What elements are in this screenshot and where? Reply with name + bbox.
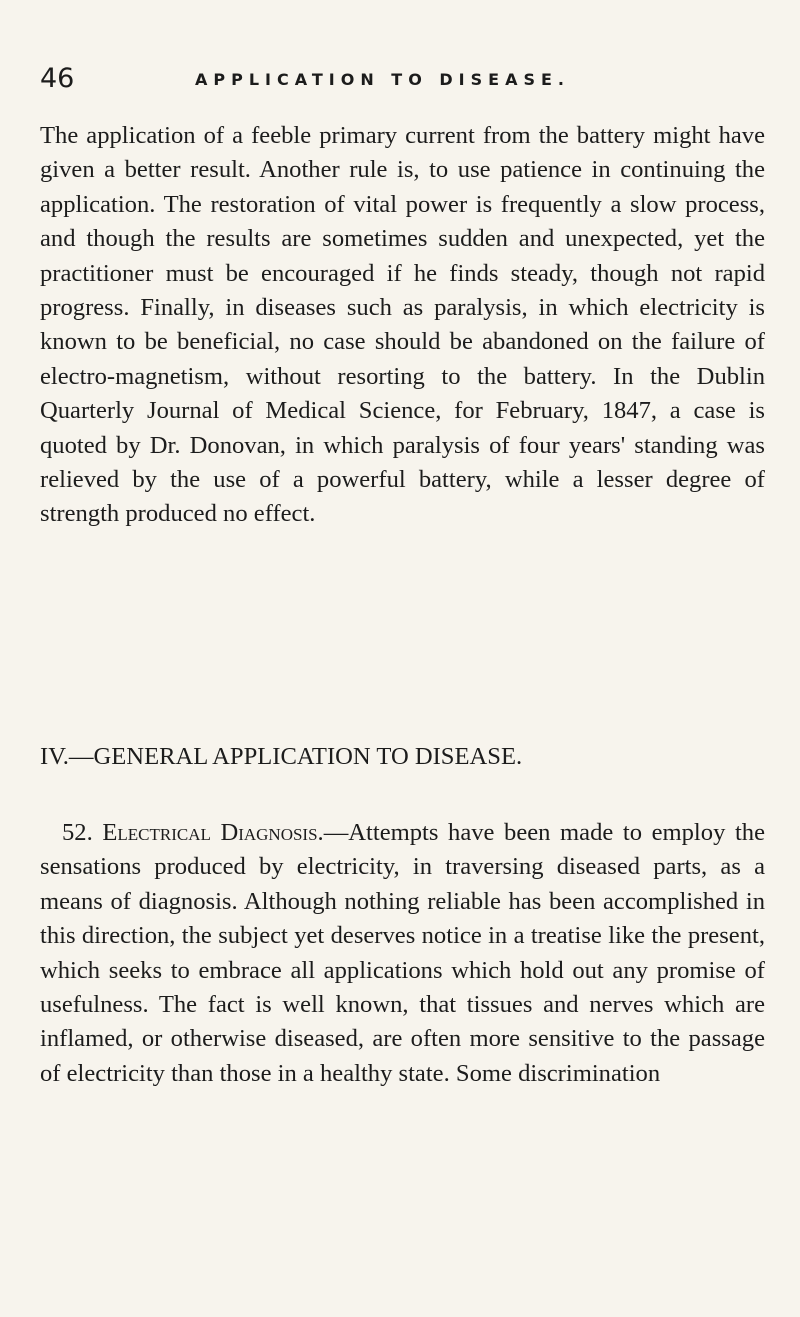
section-heading: IV.—GENERAL APPLICATION TO DISEASE.	[40, 743, 523, 770]
paragraph-1: The application of a feeble primary current from the battery might have given a better result. Another rule is, to use patience in continuing the application. The restoration of vital power is frequently a slow process, and though the results are sometimes sudden and unexpected, yet the practitioner must be encouraged if he finds steady, though not rapid progress. Finally, in diseases such as paralysis, in which electricity is known to be beneficial, no case should be abandoned on the failure of electro-magnetism, without resorting to the battery. In the Dublin Quarterly Journal of Medical Science, for February, 1847, a case is quoted by Dr. Donovan, in which paralysis of four years' standing was relieved by the use of a powerful battery, while a lesser degree of strength produced no effect.	[40, 122, 765, 528]
page-number: 46	[40, 63, 75, 94]
paragraph-number: 52.	[62, 819, 93, 846]
running-head	[40, 62, 760, 102]
paragraph-subheading: Electrical Diagnosis.	[102, 819, 324, 846]
running-head-title: APPLICATION TO DISEASE.	[195, 70, 570, 89]
paragraph-dash: —	[323, 819, 349, 846]
paragraph-2	[40, 816, 765, 1091]
paragraph-2-text: Attempts have been made to employ the sensations produced by electricity, in traversing diseased parts, as a means of diagnosis. Although nothing reliable has been accomplished in this direction, the subject yet deserves notice in a treatise like the present, which seeks to embrace all applications which hold out any promise of usefulness. The fact is well known, that tissues and nerves which are inflamed, or otherwise diseased, are often more sensitive to the passage of electricity than those in a healthy state. Some discrimination	[40, 819, 765, 1087]
